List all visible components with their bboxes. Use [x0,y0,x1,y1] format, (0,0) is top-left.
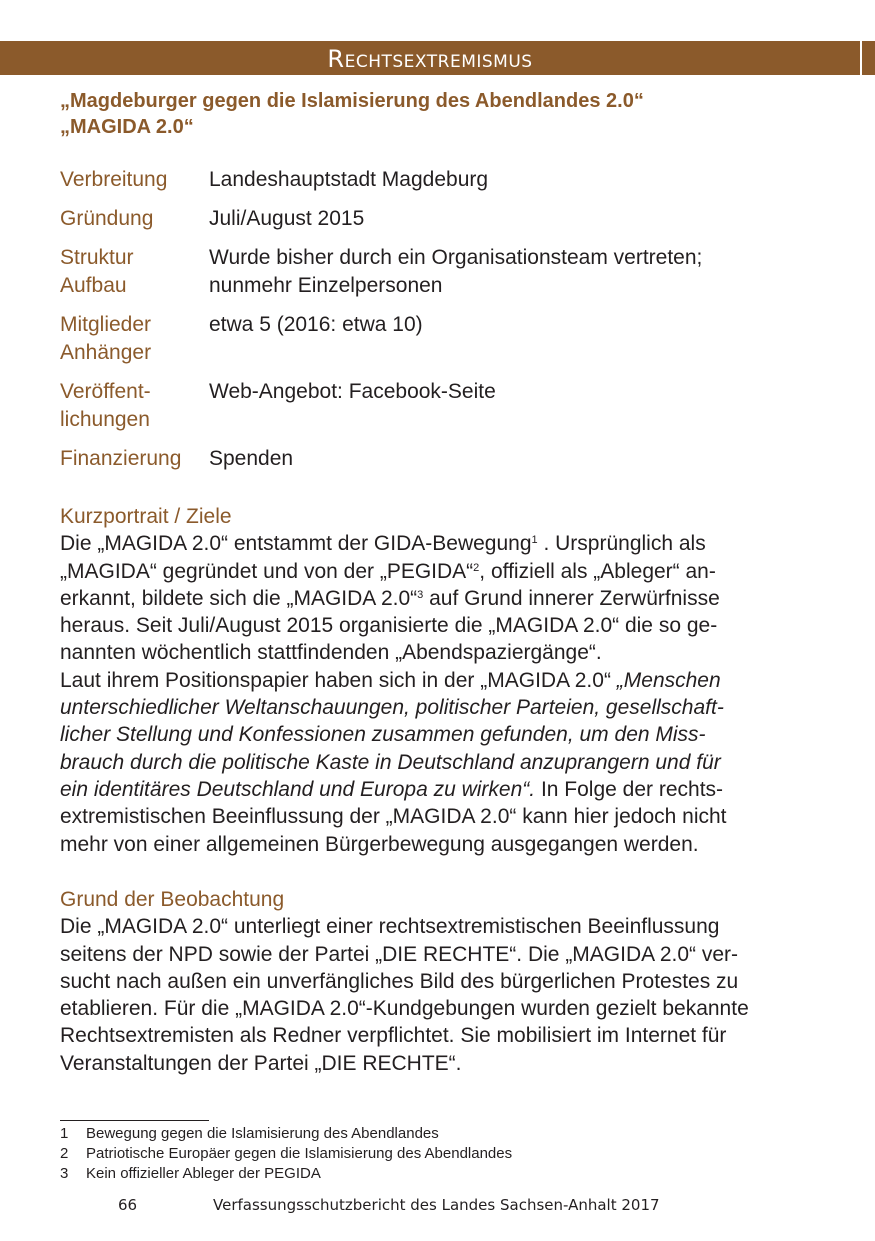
observation-section [60,886,840,1077]
footnote-number: 1 [60,1125,69,1142]
text-line: seitens der NPD sowie der Partei „DIE RECHTE“. Die „MAGIDA 2.0“ ver- [60,942,739,966]
footnote-text: Bewegung gegen die Islamisierung des Abendlandes [86,1125,439,1142]
quote-text: unterschiedlicher Weltanschauungen, politischer Parteien, gesellschaft- [60,696,724,720]
header-bar-edge [862,41,875,75]
fact-row-finanzierung [60,445,840,473]
organization-title-line2: „MAGIDA 2.0“ [60,116,194,138]
footnote-divider [60,1120,209,1121]
fact-value: Landeshauptstadt Magdeburg [209,168,489,191]
text-line: Rechtsextremisten als Redner verpflichtet. Sie mobilisiert im Internet für [60,1024,727,1048]
text-line: etablieren. Für die „MAGIDA 2.0“-Kundgebungen wurden gezielt bekannte [60,997,749,1021]
organization-title-line1: „Magdeburger gegen die Islamisierung des Abendlandes 2.0“ [60,90,644,112]
fact-label: Gründung [60,207,154,230]
text-line [60,776,840,803]
footnote-number: 2 [60,1145,69,1162]
text-line: Veranstaltungen der Partei „DIE RECHTE“. [60,1051,462,1075]
fact-label: Verbreitung [60,168,168,191]
footnote [60,1164,840,1184]
text-line [60,694,840,721]
fact-value: Wurde bisher durch ein Organisationsteam vertreten; nunmehr Einzelpersonen [209,246,703,297]
fact-value: Juli/August 2015 [209,207,365,230]
fact-row-verbreitung [60,166,840,194]
footnote-text: Kein offizieller Ableger der PEGIDA [86,1165,321,1182]
footnote [60,1124,840,1144]
page-number: 66 [118,1196,138,1214]
section-title: Rechtsextremismus [327,45,533,73]
position-paragraph [60,667,840,858]
text-run: „MAGIDA“ gegründet und von der „PEGIDA“ [60,559,474,583]
text-line: nannten wöchentlich stattfindenden „Abendspaziergänge“. [60,641,602,665]
text-line [60,530,840,557]
quote-text: ein identitäres Deutschland und Europa zu wirken“. [60,777,536,801]
footnote-ref: 3 [417,588,424,601]
text-run: In Folge der rechts- [535,777,724,801]
fact-label: Mitglieder Anhänger [60,313,152,364]
fact-label: Struktur Aufbau [60,246,134,297]
fact-label: Veröffent- lichungen [60,380,151,431]
quote-text: licher Stellung und Konfessionen zusammen gefunden, um den Miss- [60,723,706,747]
organization-title [60,88,840,140]
text-line [60,585,840,612]
quote-text: brauch durch die politische Kaste in Deutschland anzuprangern und für [60,750,721,774]
section-header-bar [0,41,860,75]
fact-value: Web-Angebot: Facebook-Seite [209,380,496,403]
text-line [60,721,840,748]
fact-value: Spenden [209,447,294,470]
footnote-ref: 2 [473,561,480,574]
fact-row-veroeffentlichungen [60,378,840,434]
observation-paragraph [60,913,840,1077]
fact-row-mitglieder [60,311,840,367]
footnote [60,1144,840,1164]
text-line: heraus. Seit Juli/August 2015 organisierte die „MAGIDA 2.0“ die so ge- [60,614,718,638]
portrait-section [60,503,840,858]
fact-row-struktur [60,244,840,300]
text-line: extremistischen Beeinflussung der „MAGIDA 2.0“ kann hier jedoch nicht [60,805,727,829]
text-run: Laut ihrem Positionspapier haben sich in der „MAGIDA 2.0“ [60,668,617,692]
fact-value: etwa 5 (2016: etwa 10) [209,313,423,336]
text-line [60,749,840,776]
text-run: erkannt, bildete sich die „MAGIDA 2.0“ [60,586,418,610]
text-run: , offiziell als „Ableger“ an- [479,559,716,583]
footnotes [60,1124,840,1184]
text-run: Die „MAGIDA 2.0“ entstammt der GIDA-Bewegung [60,532,532,556]
text-line: Die „MAGIDA 2.0“ unterliegt einer rechtsextremistischen Beeinflussung [60,915,720,939]
fact-label: Finanzierung [60,447,182,470]
observation-heading: Grund der Beobachtung [60,888,285,911]
portrait-paragraph [60,530,840,666]
text-run: auf Grund innerer Zerwürfnisse [423,586,720,610]
quote-text: „Menschen [616,668,721,692]
footnote-number: 3 [60,1165,69,1182]
text-line [60,667,840,694]
publication-title: Verfassungsschutzbericht des Landes Sachsen-Anhalt 2017 [213,1196,660,1214]
footnote-ref: 1 [531,534,538,547]
text-run: . Ursprünglich als [537,532,706,556]
fact-row-gruendung [60,205,840,233]
text-line: sucht nach außen ein unverfängliches Bild des bürgerlichen Protestes zu [60,969,739,993]
text-line: mehr von einer allgemeinen Bürgerbewegung ausgegangen werden. [60,832,699,856]
footnote-text: Patriotische Europäer gegen die Islamisierung des Abendlandes [86,1145,513,1162]
fact-table [60,166,840,484]
text-line [60,558,840,585]
portrait-heading: Kurzportrait / Ziele [60,505,232,528]
